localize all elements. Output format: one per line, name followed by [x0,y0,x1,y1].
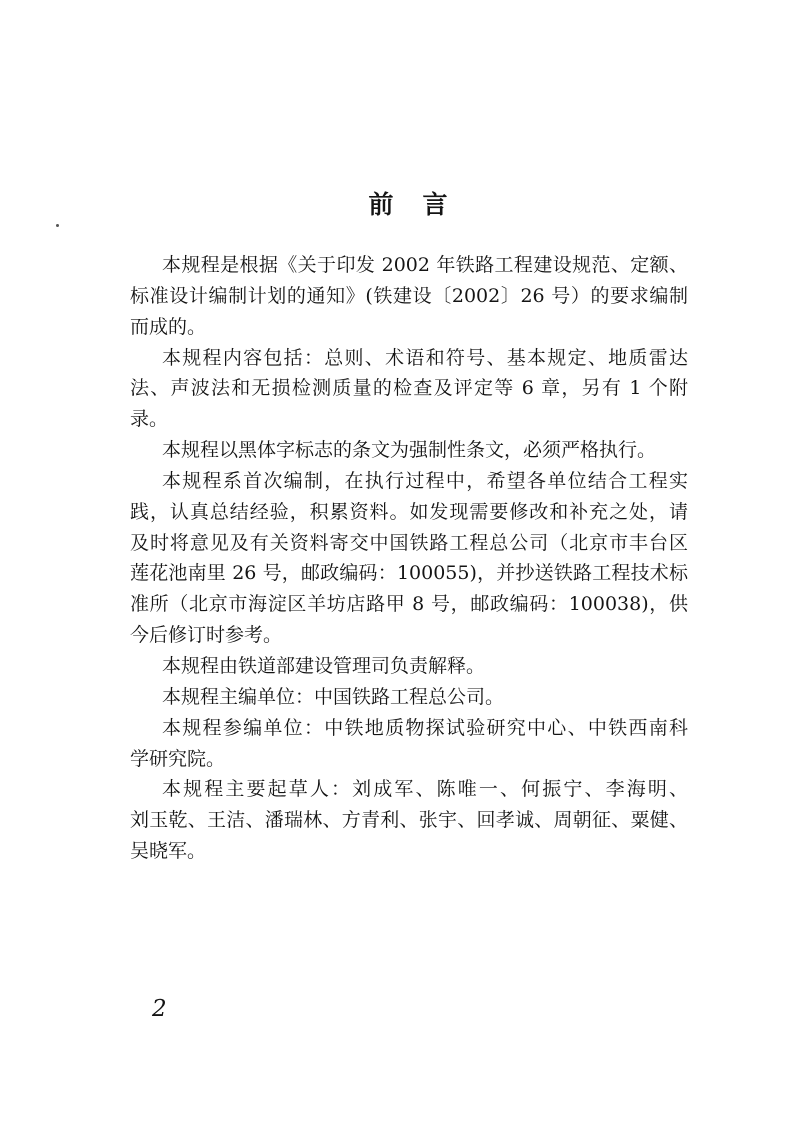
text-line: 学研究院。 [130,747,226,770]
text-line: 今后修订时参考。 [130,624,283,647]
scan-speck [56,224,59,227]
text-line: 标准设计编制计划的通知》(铁建设〔2002〕26 号）的要求编制 [130,284,688,307]
page-number: 2 [152,996,167,1022]
page-title: 前 言 [368,190,450,219]
text-line: 本规程内容包括：总则、术语和符号、基本规定、地质雷达 [162,346,688,369]
text-line: 本规程以黑体字标志的条文为强制性条文，必须严格执行。 [162,439,657,462]
text-line: 法、声波法和无损检测质量的检查及评定等 6 章，另有 1 个附 [130,377,688,400]
text-line: 录。 [130,408,169,431]
text-line: 莲花池南里 26 号，邮政编码：100055)，并抄送铁路工程技术标 [130,562,688,585]
text-line: 而成的。 [130,315,207,338]
text-line: 本规程参编单位：中铁地质物探试验研究中心、中铁西南科 [162,716,688,739]
text-line: 本规程系首次编制，在执行过程中，希望各单位结合工程实 [162,469,688,492]
text-line: 本规程主编单位：中国铁路工程总公司。 [162,685,505,708]
preface-body [130,250,688,867]
text-line: 及时将意见及有关资料寄交中国铁路工程总公司（北京市丰台区 [130,531,688,554]
text-line: 本规程由铁道部建设管理司负责解释。 [162,654,486,677]
text-line: 本规程是根据《关于印发 2002 年铁路工程建设规范、定额、 [162,254,688,276]
text-line: 本规程主要起草人：刘成军、陈唯一、何振宁、李海明、 [162,778,688,801]
text-line: 吴晓军。 [130,840,207,863]
text-line: 刘玉乾、王洁、潘瑞林、方青利、张宇、回孝诚、周朝征、粟健、 [130,809,688,832]
text-line: 准所（北京市海淀区羊坊店路甲 8 号，邮政编码：100038)，供 [130,593,688,616]
text-line: 践，认真总结经验，积累资料。如发现需要修改和补充之处，请 [130,500,688,523]
